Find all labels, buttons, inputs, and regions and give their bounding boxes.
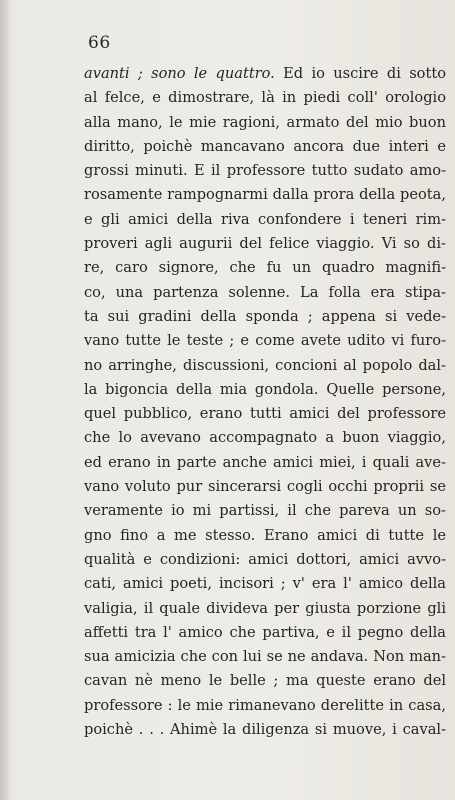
text-line: cati, amici poeti, incisori ; v' era l' amico della [84,575,446,593]
text-line: ed erano in parte anche amici miei, i quali ave- [84,453,446,471]
text-line: che lo avevano accompagnato a buon viaggio, [84,429,446,447]
page-number: 66 [88,33,111,53]
text-line: professore : le mie rimanevano derelitte in casa, [84,696,446,714]
text-line [84,62,446,86]
text-line: la bigoncia della mia gondola. Quelle persone, [84,380,446,398]
text-line: vano tutte le teste ; e come avete udito vi furo- [84,332,446,350]
text-line: affetti tra l' amico che partiva, e il pegno della [84,623,446,641]
text-line-italic: avanti ; sono le quattro. [84,65,275,82]
text-line: no arringhe, discussioni, concioni al popolo dal- [84,356,446,374]
text-line-rest: Ed io uscire di sotto [274,65,446,82]
text-line: re, caro signore, che fu un quadro magnifi- [84,259,446,277]
text-line: sua amicizia che con lui se ne andava. Non man- [84,648,446,666]
text-line: rosamente rampognarmi dalla prora della peota, [84,186,446,204]
text-line: ta sui gradini della sponda ; appena si vede- [84,307,446,325]
text-line: veramente io mi partissi, il che pareva un so- [84,502,446,520]
text-line: valigia, il quale divideva per giusta porzione gli [84,599,446,617]
text-line: proveri agli augurii del felice viaggio. Vi so di- [84,235,446,253]
text-line: alla mano, le mie ragioni, armato del mio buon [84,113,446,131]
text-line: poichè . . . Ahimè la diligenza si muove, i caval- [84,721,446,739]
text-line: diritto, poichè mancavano ancora due interi e [84,137,446,155]
text-line: quel pubblico, erano tutti amici del professore [84,405,446,423]
text-line: e gli amici della riva confondere i teneri rim- [84,210,446,228]
page-gutter-shadow [0,0,10,800]
body-text [84,62,446,742]
text-line: grossi minuti. E il professore tutto sudato amo- [84,162,446,180]
text-line: al felce, e dimostrare, là in piedi coll' orologio [84,89,446,107]
text-line: co, una partenza solenne. La folla era stipa- [84,283,446,301]
text-line: vano voluto pur sincerarsi cogli occhi proprii se [84,478,446,496]
text-line: cavan nè meno le belle ; ma queste erano del [84,672,446,690]
text-line: qualità e condizioni: amici dottori, amici avvo- [84,550,446,568]
text-line: gno fino a me stesso. Erano amici di tutte le [84,526,446,544]
